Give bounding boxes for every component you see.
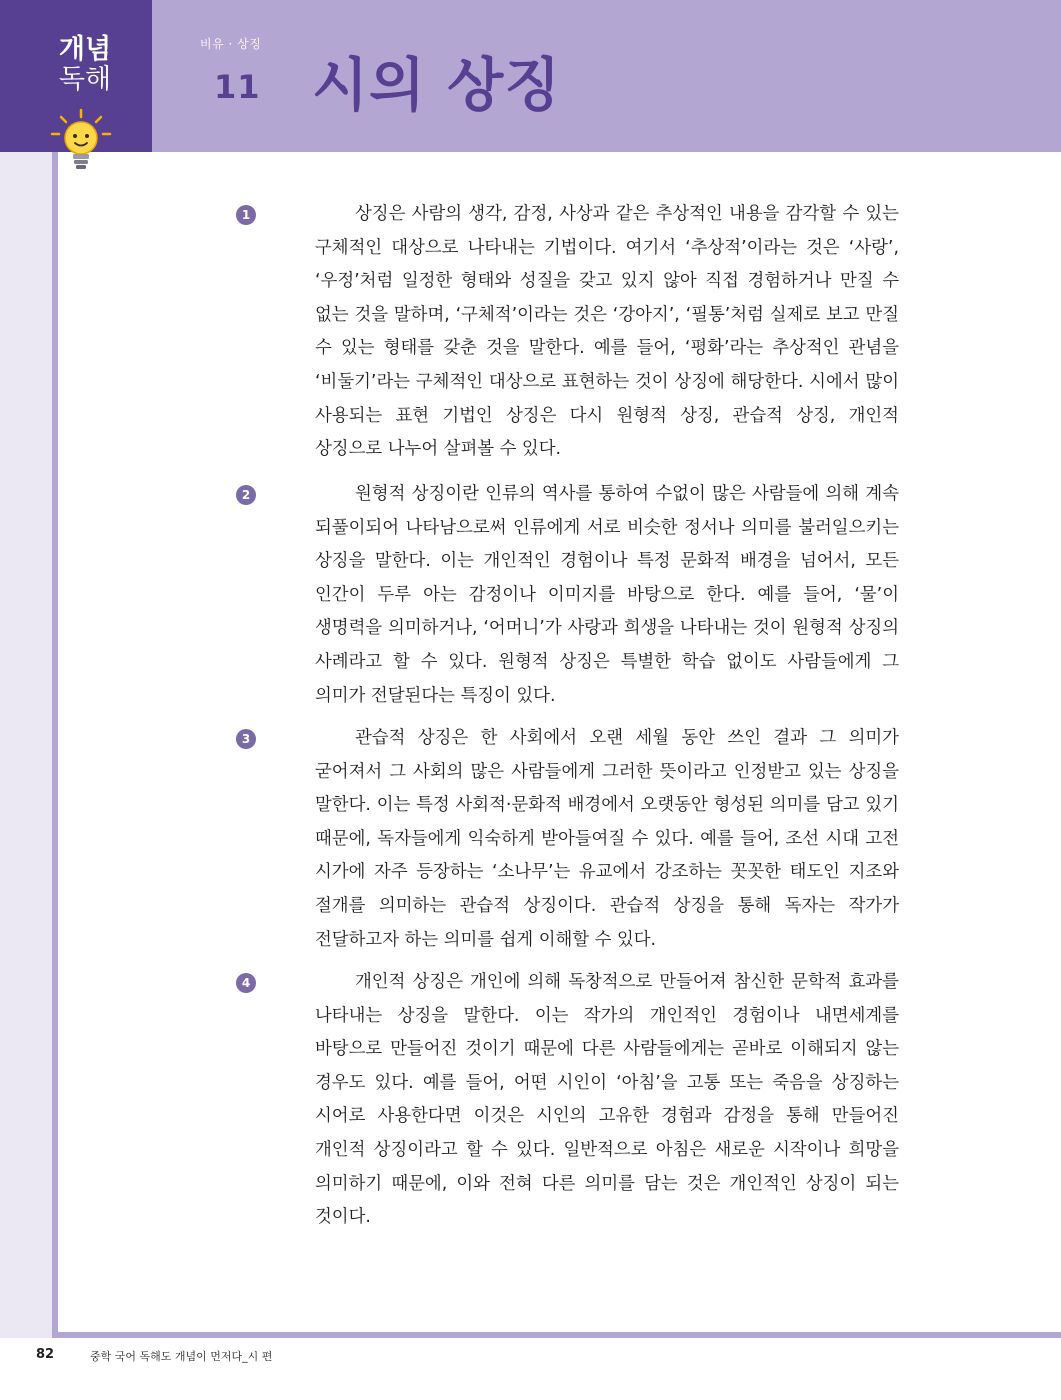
section-label-line2: 독해 bbox=[58, 64, 112, 95]
paragraph-2 bbox=[315, 478, 899, 713]
page-title: 시의 상징 bbox=[312, 51, 562, 119]
lightbulb-icon bbox=[48, 108, 114, 178]
left-margin-rule bbox=[52, 152, 58, 1338]
paragraph-4 bbox=[315, 966, 899, 1235]
category-label: 비유 · 상징 bbox=[200, 37, 262, 51]
paragraph-text: 관습적 상징은 한 사회에서 오랜 세월 동안 쓰인 결과 그 의미가 굳어져서 그 사회의 많은 사람들에게 그러한 뜻이라고 인정받고 있는 상징을 말한다. 이는 특정 사회적·문화적 배경에서 오랫동안 형성된 의미를 담고 있기 때문에, 독자들에게 익숙하게 받아들여질 수 있다. 예를 들어, 조선 시대 고전 시가에 자주 등장하는 ‘소나무’는 유교에서 강조하는 꼿꼿한 태도인 지조와 절개를 의미하는 관습적 상징이다. 관습적 상징을 통해 독자는 작가가 전달하고자 하는 의미를 쉽게 이해할 수 있다. bbox=[315, 728, 899, 950]
paragraph-text: 개인적 상징은 개인에 의해 독창적으로 만들어져 참신한 문학적 효과를 나타내는 상징을 말한다. 이는 작가의 개인적인 경험이나 내면세계를 바탕으로 만들어진 것이기 때문에 다른 사람들에게는 곧바로 이해되지 않는 경우도 있다. 예를 들어, 어떤 시인이 ‘아침’을 고통 또는 죽음을 상징하는 시어로 사용한다면 이것은 시인의 고유한 경험과 감정을 통해 만들어진 개인적 상징이라고 할 수 있다. 일반적으로 아침은 새로운 시작이나 희망을 의미하기 때문에, 이와 전혀 다른 의미를 담는 것은 개인적인 상징이 되는 것이다. bbox=[315, 972, 899, 1228]
paragraph-1 bbox=[315, 198, 899, 467]
paragraph-number-badge: 4 bbox=[236, 973, 256, 993]
paragraph-number-badge: 2 bbox=[236, 485, 256, 505]
paragraph-text: 원형적 상징이란 인류의 역사를 통하여 수없이 많은 사람들에 의해 계속 되풀이되어 나타남으로써 인류에게 서로 비슷한 정서나 의미를 불러일으키는 상징을 말한다. 이는 개인적인 경험이나 특정 문화적 배경을 넘어서, 모든 인간이 두루 아는 감정이나 이미지를 바탕으로 한다. 예를 들어, ‘물’이 생명력을 의미하거나, ‘어머니’가 사랑과 희생을 나타내는 것이 원형적 상징의 사례라고 할 수 있다. 원형적 상징은 특별한 학습 없이도 사람들에게 그 의미가 전달된다는 특징이 있다. bbox=[315, 484, 899, 706]
paragraph-number-badge: 3 bbox=[236, 729, 256, 749]
paragraph-text: 상징은 사람의 생각, 감정, 사상과 같은 추상적인 내용을 감각할 수 있는 구체적인 대상으로 나타내는 기법이다. 여기서 ‘추상적’이라는 것은 ‘사랑’, ‘우정’처럼 일정한 형태와 성질을 갖고 있지 않아 직접 경험하거나 만질 수 없는 것을 말하며, ‘구체적’이라는 것은 ‘강아지’, ‘필통’처럼 실제로 보고 만질 수 있는 형태를 갖춘 것을 말한다. 예를 들어, ‘평화’라는 추상적인 관념을 ‘비둘기’라는 구체적인 대상으로 표현하는 것이 상징에 해당한다. 시에서 많이 사용되는 표현 기법인 상징은 다시 원형적 상징, 관습적 상징, 개인적 상징으로 나누어 살펴볼 수 있다. bbox=[315, 204, 899, 460]
unit-number: 11 bbox=[214, 68, 261, 106]
page-number: 82 bbox=[36, 1347, 55, 1362]
bottom-rule bbox=[52, 1332, 1061, 1338]
paragraph-number-badge: 1 bbox=[236, 205, 256, 225]
page-header bbox=[0, 0, 1061, 152]
section-label-line1: 개념 bbox=[58, 34, 112, 65]
paragraph-3 bbox=[315, 722, 899, 957]
left-margin-strip bbox=[0, 152, 52, 1338]
book-title: 중학 국어 독해도 개념이 먼저다_시 편 bbox=[90, 1350, 273, 1363]
